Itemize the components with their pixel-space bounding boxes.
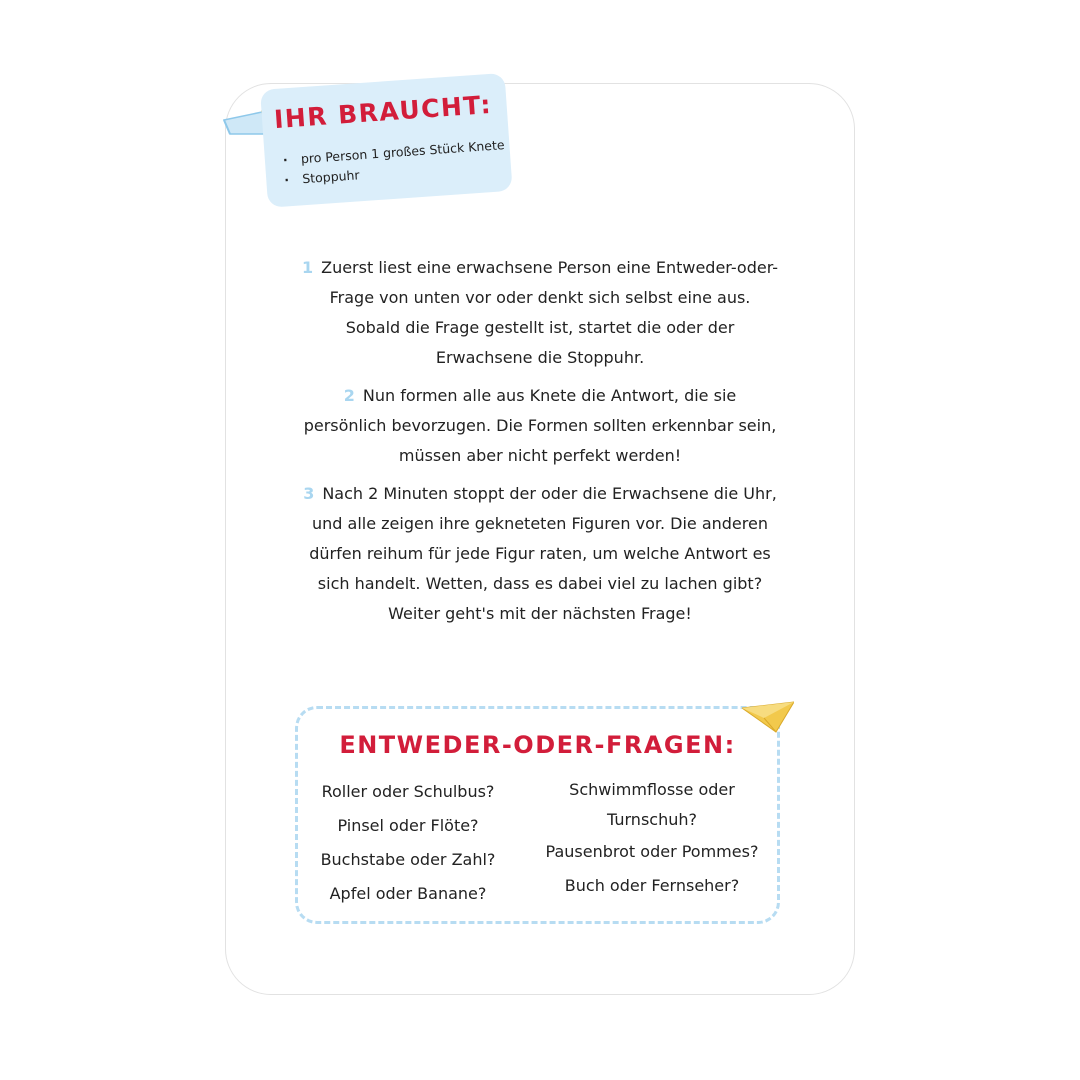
supplies-item: · pro Person 1 großes Stück Knete: [282, 135, 505, 170]
step-text: Zuerst liest eine erwachsene Person eine Entweder-oder-Frage von unten vor oder denkt sich selbst eine aus. Sobald die Frage gestellt ist, startet die oder der Erwachsene die Stoppuhr.: [321, 258, 779, 367]
question-item: Apfel oder Banane?: [329, 884, 487, 903]
supplies-item: · Stoppuhr: [284, 155, 507, 190]
step-text: Nun formen alle aus Knete die Antwort, die sie persönlich bevorzugen. Die Formen sollten erkennbar sein, müssen aber nicht perfekt werden!: [303, 386, 777, 465]
paper-plane-icon: [742, 700, 794, 734]
questions-right-column: [528, 775, 776, 903]
step-number: 1: [301, 258, 314, 277]
step-number: 3: [303, 484, 315, 503]
question-item: Buchstabe oder Zahl?: [320, 850, 496, 869]
question-item: Pinsel oder Flöte?: [337, 816, 479, 835]
step-number: 2: [343, 386, 355, 405]
step-text: Nach 2 Minuten stoppt der oder die Erwachsene die Uhr, und alle zeigen ihre gekneteten Figuren vor. Die anderen dürfen reihum für jede Figur raten, um welche Antwort es sich handelt. Wetten, dass es dabei viel zu lachen gibt? Weiter geht's mit der nächsten Frage!: [309, 484, 777, 623]
step-2: [300, 381, 780, 471]
question-item: Buch oder Fernseher?: [564, 876, 740, 895]
supplies-title: IHR BRAUCHT:: [273, 89, 493, 135]
supplies-list: [282, 135, 506, 190]
supplies-tag: [260, 73, 513, 208]
question-item: Roller oder Schulbus?: [321, 782, 495, 801]
question-item: Pausenbrot oder Pommes?: [545, 842, 759, 861]
step-1: [300, 253, 780, 373]
step-3: [300, 479, 780, 629]
question-item: Schwimmflosse oder Turnschuh?: [569, 780, 735, 829]
questions-left-column: [308, 775, 508, 911]
questions-box: [295, 706, 780, 924]
instructions: [300, 253, 780, 637]
questions-title: ENTWEDER-ODER-FRAGEN:: [339, 731, 736, 759]
